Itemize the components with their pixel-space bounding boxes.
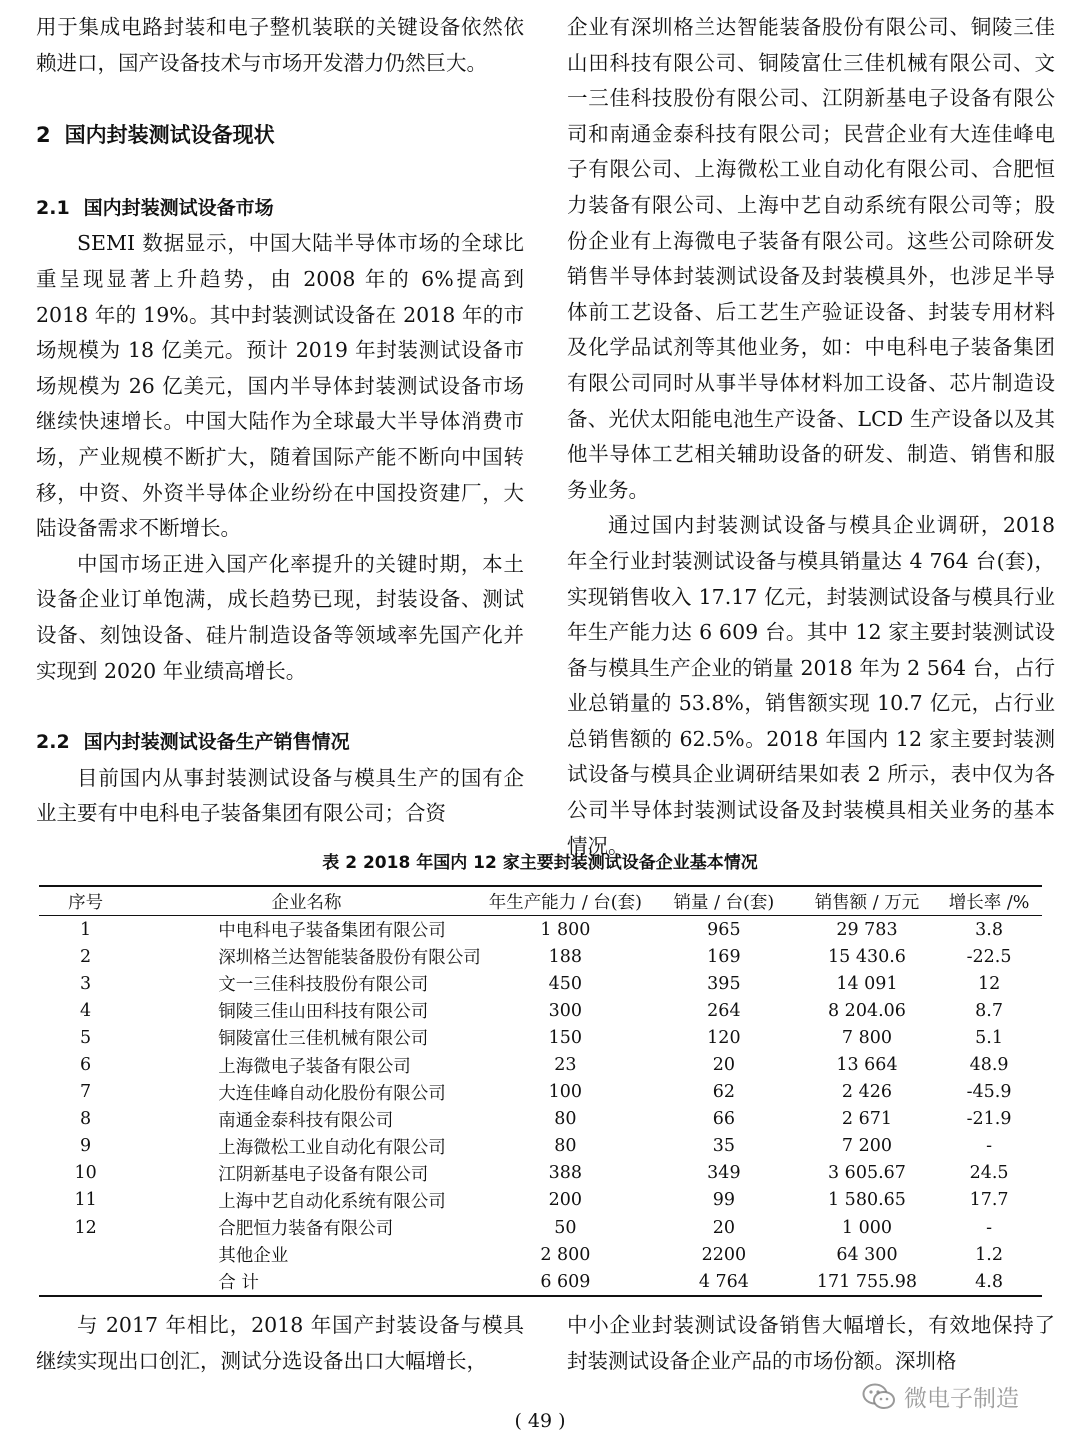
watermark-text: 微电子制造 (904, 1386, 1019, 1412)
cell-revenue: 8 204.06 (827, 1000, 906, 1021)
paragraph-2-2-a: 目前国内从事封装测试设备与模具生产的国有企业主要有中电科电子装备集团有限公司；合资 (36, 765, 524, 826)
right-column (567, 10, 1055, 864)
page-number: ( 49 ) (514, 1410, 566, 1432)
cell-capacity: 188 (548, 946, 583, 967)
cell-growth: 17.7 (969, 1190, 1009, 1211)
cell-sales-volume: 169 (707, 946, 741, 967)
cell-index: 7 (80, 1082, 92, 1103)
cell-growth: -21.9 (966, 1109, 1012, 1130)
section-heading-2: 2 国内封装测试设备现状 (36, 123, 275, 148)
cell-capacity: 50 (554, 1217, 577, 1238)
spacer (36, 689, 524, 725)
cell-company: 合肥恒力装备有限公司 (218, 1219, 394, 1240)
paragraph-continued: 用于集成电路封装和电子整机装联的关键设备依然依赖进口，国产设备技术与市场开发潜力仍然巨大。 (36, 15, 524, 75)
cell-growth: 1.2 (975, 1244, 1003, 1265)
cell-growth: 48.9 (969, 1055, 1009, 1076)
cell-capacity: 80 (554, 1136, 577, 1157)
bottom-left-text: 与 2017 年相比，2018 年国产封装设备与模具继续实现出口创汇，测试分选设备出口大幅增长， (36, 1313, 524, 1373)
cell-index (39, 1241, 132, 1268)
cell-sales-volume: 35 (712, 1136, 736, 1157)
cell-revenue: 64 300 (836, 1244, 898, 1265)
cell-capacity: 300 (548, 1000, 583, 1021)
wechat-icon (862, 1382, 896, 1412)
table-row (39, 1187, 1042, 1214)
cell-company: 中电科电子装备集团有限公司 (218, 921, 446, 942)
cell-growth: - (986, 1217, 993, 1238)
cell-growth: 4.8 (936, 1268, 1042, 1296)
bottom-left-paragraph (36, 1308, 524, 1379)
cell-growth: -22.5 (966, 946, 1012, 967)
cell-sales-volume: 66 (712, 1109, 736, 1130)
cell-company: 江阴新基电子设备有限公司 (218, 1164, 429, 1185)
cell-growth: 24.5 (969, 1163, 1009, 1184)
cell-capacity: 100 (548, 1082, 583, 1103)
cell-revenue: 13 664 (836, 1055, 898, 1076)
cell-sales-volume: 20 (712, 1055, 736, 1076)
cell-capacity: 450 (548, 973, 583, 994)
cell-sales-volume: 264 (707, 1000, 741, 1021)
cell-sales-volume: 395 (707, 973, 741, 994)
cell-capacity: 150 (548, 1027, 583, 1048)
cell-revenue: 15 430.6 (827, 946, 906, 967)
cell-company: 铜陵三佳山田科技有限公司 (218, 1002, 429, 1023)
cell-revenue: 171 755.98 (798, 1268, 936, 1296)
header-index: 序号 (39, 886, 132, 916)
cell-capacity: 23 (554, 1055, 577, 1076)
cell-index: 1 (80, 919, 92, 940)
cell-growth: 5.1 (975, 1027, 1003, 1048)
header-growth: 增长率 /% (936, 886, 1042, 916)
section-heading-2-2: 2.2 国内封装测试设备生产销售情况 (36, 731, 350, 754)
header-capacity: 年生产能力 / 台(套) (481, 886, 650, 916)
cell-sales-volume: 4 764 (650, 1268, 798, 1296)
header-company: 企业名称 (132, 886, 481, 916)
table-caption: 表 2 2018 年国内 12 家主要封装测试设备企业基本情况 (322, 853, 758, 873)
cell-capacity: 388 (548, 1163, 583, 1184)
cell-growth: 3.8 (975, 919, 1003, 940)
cell-index: 6 (80, 1055, 92, 1076)
cell-revenue: 29 783 (836, 919, 898, 940)
table-row (39, 1133, 1042, 1160)
cell-growth: -45.9 (966, 1082, 1012, 1103)
table-row (39, 1241, 1042, 1268)
section-heading-2-1: 2.1 国内封装测试设备市场 (36, 196, 274, 219)
table-row (39, 1214, 1042, 1241)
cell-index: 10 (74, 1163, 97, 1184)
cell-growth: 12 (977, 973, 1001, 994)
spacer (36, 154, 524, 191)
table-row (39, 1106, 1042, 1133)
watermark (862, 1380, 1019, 1413)
paragraph-2-1-b: 中国市场正进入国产化率提升的关键时期，本土设备企业订单饱满，成长趋势已现，封装设备、测试设备、刻蚀设备、硅片制造设备等领域率先国产化并实现到 2020 年业绩高增长。 (36, 551, 524, 683)
bottom-right-paragraph (567, 1308, 1055, 1379)
table-row (39, 943, 1042, 970)
cell-company: 合 计 (132, 1268, 481, 1296)
bottom-right-text: 中小企业封装测试设备销售大幅增长，有效地保持了封装测试设备企业产品的市场份额。深圳格 (567, 1313, 1055, 1373)
cell-index: 12 (74, 1217, 97, 1238)
spacer (36, 81, 524, 118)
cell-revenue: 1 580.65 (827, 1190, 906, 1211)
paragraph-continued: 企业有深圳格兰达智能装备股份有限公司、铜陵三佳山田科技有限公司、铜陵富仕三佳机械有限公司、文一三佳科技股份有限公司、江阴新基电子设备有限公司和南通金泰科技有限公司；民营企业有大连佳峰电子有限公司、上海微松工业自动化有限公司、合肥恒力装备有限公司、上海中艺自动系统有限公司等；股份企业有上海微电子装备有限公司。这些公司除研发销售半导体封装测试设备及封装模具外，也涉足半导体前工艺设备、后工艺生产验证设备、封装专用材料及化学品试剂等其他业务，如：中电科电子装备集团有限公司同时从事半导体材料加工设备、芯片制造设备、光伏太阳能电池生产设备、LCD 生产设备以及其他半导体工艺相关辅助设备的研发、制造、销售和服务业务。 (567, 15, 1055, 502)
cell-capacity: 6 609 (481, 1268, 650, 1296)
table-row (39, 916, 1042, 944)
cell-growth: - (986, 1136, 993, 1157)
table-row (39, 1160, 1042, 1187)
table-row (39, 1024, 1042, 1051)
cell-capacity: 200 (548, 1190, 583, 1211)
cell-company: 文一三佳科技股份有限公司 (218, 975, 429, 996)
cell-sales-volume: 965 (707, 919, 741, 940)
cell-company: 其他企业 (218, 1246, 289, 1267)
cell-index: 9 (80, 1136, 92, 1157)
table-header-row (39, 886, 1042, 916)
cell-company: 上海微电子装备有限公司 (218, 1056, 411, 1077)
cell-company: 上海微松工业自动化有限公司 (218, 1137, 446, 1158)
cell-index: 8 (80, 1109, 92, 1130)
cell-revenue: 7 200 (841, 1136, 893, 1157)
cell-growth: 8.7 (975, 1000, 1003, 1021)
cell-sales-volume: 349 (707, 1163, 741, 1184)
cell-revenue: 7 800 (841, 1027, 893, 1048)
left-column (36, 10, 524, 832)
cell-company: 深圳格兰达智能装备股份有限公司 (218, 948, 481, 969)
cell-index: 2 (80, 946, 92, 967)
table-row (39, 1268, 1042, 1296)
cell-index: 5 (80, 1027, 92, 1048)
cell-revenue: 3 605.67 (827, 1163, 906, 1184)
table-row (39, 1051, 1042, 1078)
cell-revenue: 2 426 (841, 1082, 893, 1103)
paragraph-survey: 通过国内封装测试设备与模具企业调研，2018 年全行业封装测试设备与模具销量达 4 764 台(套)，实现销售收入 17.17 亿元，封装测试设备与模具行业年生产能力达 6 609 台。其中 12 家主要封装测试设备与模具生产企业的销量 2018 年为 2 564 台，占行业总销量的 53.8%，销售额实现 10.7 亿元，占行业总销售额的 62.5%。2018 年国内 12 家主要封装测试设备与模具企业调研结果如表 2 所示，表中仅为各公司半导体封装测试设备及封装模具相关业务的基本情况。 (567, 513, 1055, 858)
cell-capacity: 2 800 (540, 1244, 591, 1265)
cell-index (39, 1268, 132, 1296)
table-row (39, 970, 1042, 997)
cell-capacity: 80 (554, 1109, 577, 1130)
cell-sales-volume: 20 (712, 1217, 736, 1238)
cell-company: 大连佳峰自动化股份有限公司 (218, 1083, 446, 1104)
cell-revenue: 14 091 (836, 973, 898, 994)
cell-sales-volume: 2200 (701, 1244, 747, 1265)
cell-sales-volume: 120 (707, 1027, 741, 1048)
table-row (39, 1079, 1042, 1106)
company-table (39, 885, 1042, 1297)
cell-capacity: 1 800 (540, 919, 591, 940)
cell-revenue: 1 000 (841, 1217, 893, 1238)
cell-index: 3 (80, 973, 92, 994)
cell-index: 11 (74, 1190, 97, 1211)
cell-index: 4 (80, 1000, 92, 1021)
cell-company: 南通金泰科技有限公司 (218, 1110, 394, 1131)
header-sales-volume: 销量 / 台(套) (650, 886, 798, 916)
cell-company: 上海中艺自动化系统有限公司 (218, 1191, 446, 1212)
cell-revenue: 2 671 (841, 1109, 893, 1130)
table-row (39, 997, 1042, 1024)
cell-sales-volume: 62 (712, 1082, 736, 1103)
cell-company: 铜陵富仕三佳机械有限公司 (218, 1029, 429, 1050)
paragraph-2-1-a: SEMI 数据显示，中国大陆半导体市场的全球比重呈现显著上升趋势，由 2008 年的 6%提高到 2018 年的 19%。其中封装测试设备在 2018 年的市场规模为 18 亿美元。预计 2019 年封装测试设备市场规模为 26 亿美元，国内半导体封装测试设备市场继续快速增长。中国大陆作为全球最大半导体消费市场，产业规模不断扩大，随着国际产能不断向中国转移，中资、外资半导体企业纷纷在中国投资建厂，大陆设备需求不断增长。 (36, 231, 524, 541)
cell-sales-volume: 99 (712, 1190, 736, 1211)
header-revenue: 销售额 / 万元 (798, 886, 936, 916)
